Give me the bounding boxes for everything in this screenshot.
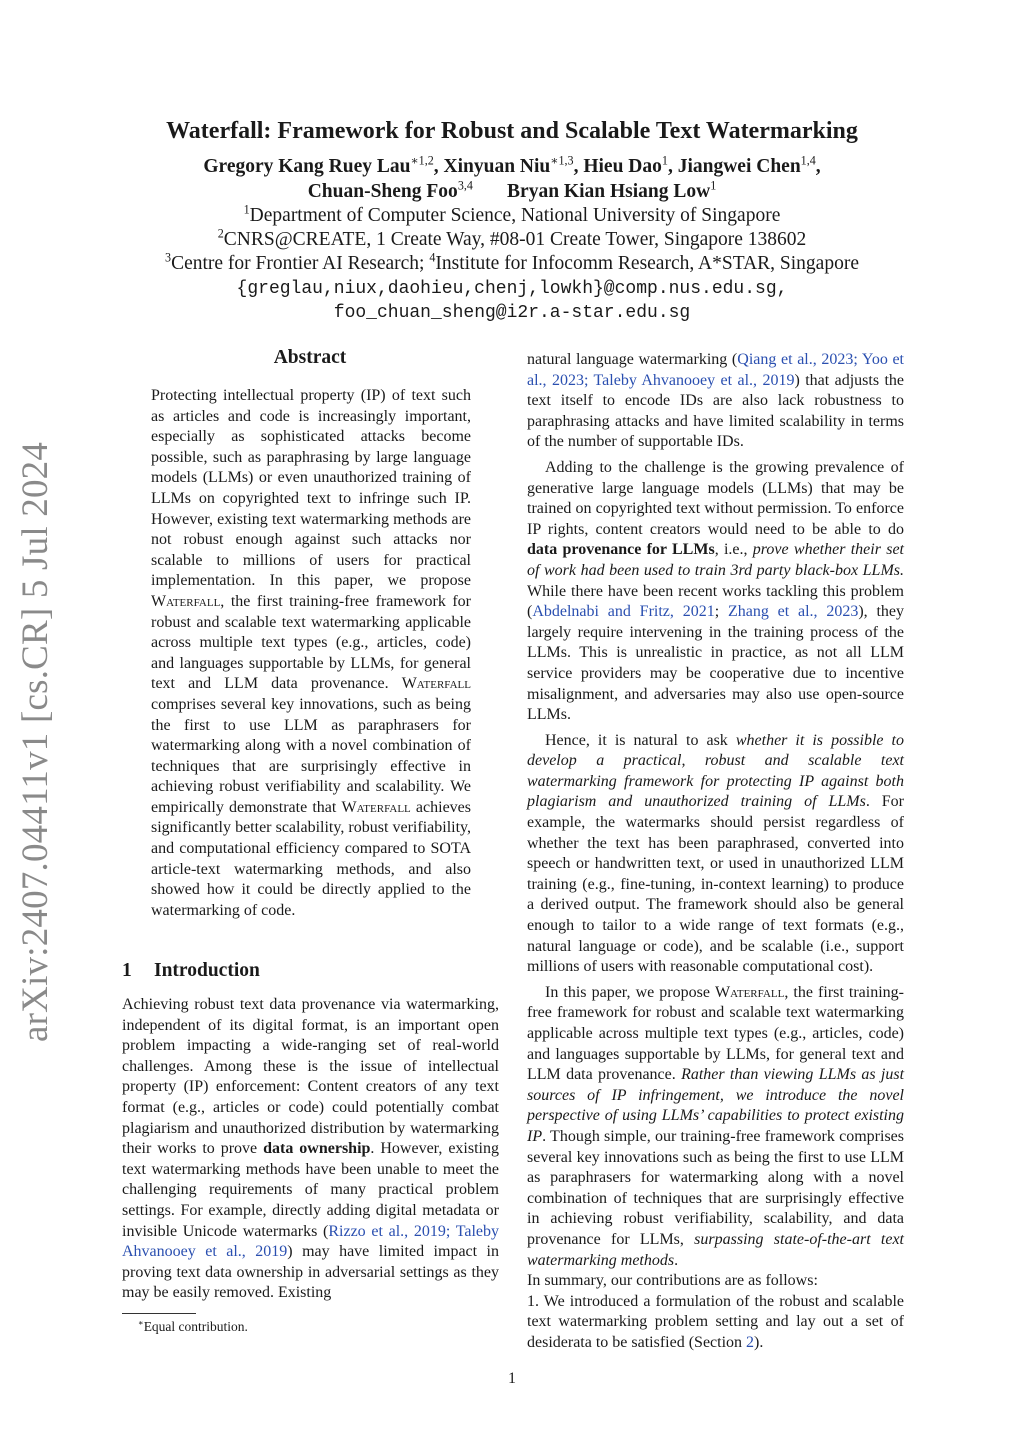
author-affil-mark: 1 (710, 178, 717, 193)
page-number: 1 (508, 1370, 516, 1387)
author-list: Gregory Kang Ruey Lau$^{∗1,2}$, Xinyuan Niu$^{∗1,3}$, Hieu Dao$^1$, Jiangwei Chen$^{1,4}$, Chuan-Sheng Foo$^{3,4}$ Bryan Kian Hsiang Low$^1$ (203, 153, 821, 202)
author-name: Bryan Kian Hsiang Low (507, 181, 711, 202)
body-text: . However, existing text watermarking methods have been unable to meet the challenging requirements of many practical problem settings. For example, directly adding digital metadata or invisible Unicode watermarks ( (122, 1140, 499, 1240)
body-text: While there have been recent works tackling this problem ( (527, 582, 904, 621)
affiliation-line (120, 252, 904, 276)
intro-paragraph (122, 995, 499, 1304)
italic-text: surpassing state-of-the-art text watermarking methods (527, 1230, 905, 1269)
author-affil-mark: ∗1,2 (410, 153, 434, 168)
citation-link[interactable]: Qiang et al., 2023; Yoo et al., 2023; Taleby Ahvanooey et al., 2019 (527, 351, 904, 389)
affil-mark: 4 (429, 250, 436, 265)
citation-link[interactable]: Abdelnabi and Fritz, 2021 (532, 603, 715, 621)
section-heading-introduction (122, 959, 502, 983)
method-name: Waterfall (151, 592, 221, 610)
abstract-text: Protecting intellectual property (IP) of text such as articles and code is increasingly important, especially as sophisticated attacks become possible, such as paraphrasing by large language models (LLMs) or even unauthorized training of LLMs on copyrighted text to infringe such IP. However, existing text watermarking methods are not robust enough against such attacks nor scalable to millions of users for practical implementation. In this paper, we propose (151, 387, 471, 590)
author-name: Gregory Kang Ruey Lau (203, 156, 411, 177)
author-name: Hieu Dao (583, 156, 662, 177)
body-text: ). (754, 1333, 764, 1351)
body-text: In this paper, we propose (545, 983, 716, 1001)
author-affil-mark: 1 (661, 153, 668, 168)
body-text: ; (714, 603, 728, 621)
section-title: Introduction (154, 960, 260, 981)
section-link[interactable]: 2 (746, 1333, 755, 1351)
abstract-heading: Abstract (273, 347, 347, 368)
affiliation-line (120, 204, 904, 228)
method-name: Waterfall (715, 983, 785, 1001)
body-text: Adding to the challenge is the growing prevalence of generative large language models (LLMs) that may be trained on copyrighted text without permission. To enforce IP rights, content creators would need to be able to do (527, 458, 904, 538)
author-affil-mark: 1,4 (800, 153, 816, 168)
bold-text: data ownership (263, 1140, 371, 1158)
body-text: , the first training-free framework for robust and scalable text watermarking applicable across multiple text types (e.g., articles, code) and languages supportable by LLMs, for general text and LLM data provenance. (527, 983, 904, 1084)
author-affil-mark: ∗1,3 (550, 153, 574, 168)
method-name: Waterfall (341, 798, 411, 816)
footnote-mark: ∗ (138, 1318, 144, 1328)
author-name: Xinyuan Niu (443, 156, 551, 177)
citation-link[interactable]: Zhang et al., 2023 (727, 603, 859, 621)
author-affil-mark: 3,4 (457, 178, 473, 193)
affil-text: Institute for Infocomm Research, A*STAR, Singapore (435, 253, 859, 274)
email-line: foo_chuan_sheng@i2r.a-star.edu.sg (333, 303, 691, 323)
author-emails (120, 277, 904, 325)
bold-text: data provenance for LLMs (527, 541, 715, 559)
author-name: Jiangwei Chen (677, 156, 801, 177)
affil-mark: 3 (165, 250, 172, 265)
footnote (138, 1318, 498, 1336)
affil-text: CNRS@CREATE, 1 Create Way, #08-01 Create Tower, Singapore 138602 (223, 229, 807, 250)
affil-text: Department of Computer Science, National University of Singapore (249, 205, 781, 226)
body-text: ) may have limited impact in proving text data ownership in adversarial settings as they may be easily removed. Existing (122, 1243, 499, 1302)
section-number: 1 (122, 960, 132, 981)
italic-text: Rather than viewing LLMs as just sources of IP infringement, we introduce the novel perspective of using LLMs’ capabilities to protect existing IP (527, 1066, 905, 1145)
right-column (527, 350, 904, 1359)
abstract-text: comprises several key innovations, such as being the first to use LLM as paraphrasers for watermarking along with a novel combination of techniques that are surprisingly effective in achieving robust verifiability and scalability. We empirically demonstrate that (151, 695, 471, 816)
method-name: Waterfall (401, 675, 471, 693)
body-text: ), they largely require intervening in the training process of the LLMs. This is unrealistic in practice, as not all LLM service providers may be cooperative due to incentive misalignment, and adversaries may also use open-source LLMs. (527, 603, 905, 724)
body-text: . (674, 1251, 679, 1269)
author-name: Chuan-Sheng Foo (307, 181, 458, 202)
paragraph: In summary, our contributions are as follows: (527, 1272, 818, 1290)
abstract-text: achieves significantly better scalability, robust verifiability, and computational efficiency compared to SOTA article-text watermarking methods, and also showed how it could be directly applied to the watermarking of code. (151, 798, 472, 919)
paragraph (527, 458, 904, 726)
abstract-body (151, 386, 471, 921)
email-line: {greglau,niux,daohieu,chenj,lowkh}@comp.nus.edu.sg, (236, 279, 788, 299)
paragraph (527, 983, 904, 1271)
body-text: , i.e., (714, 541, 753, 559)
affiliation-line (120, 228, 904, 252)
paper-title: Waterfall: Framework for Robust and Scalable Text Watermarking (166, 118, 858, 144)
contribution-item (527, 1292, 904, 1354)
affil-mark: 1 (243, 202, 250, 217)
italic-text: prove whether their set of work had been used to train 3rd party black-box LLMs. (527, 541, 905, 579)
citation-link[interactable]: Rizzo et al., 2019; Taleby Ahvanooey et al., 2019 (122, 1222, 500, 1261)
abstract-text: , the first training-free framework for robust and scalable text watermarking applicable across multiple text types (e.g., articles, code) and languages supportable by LLMs, for general text and LLM data provenance. (151, 592, 471, 693)
footnote-rule (122, 1313, 196, 1314)
body-text: ) that adjusts the text itself to encode IDs are also lack robustness to paraphrasing attacks and have limited scalability in terms of the number of supportable IDs. (527, 371, 905, 451)
body-text: . Though simple, our training-free framework comprises several key innovations such as being the first to use LLM as paraphrasers for watermarking along with a novel combination of techniques that are surprisingly effective in achieving robust verifiability, scalability, and data provenance for LLMs, (527, 1127, 904, 1248)
paragraph (527, 731, 904, 978)
arxiv-sidebar-stamp: arXiv:2407.04411v1 [cs.CR] 5 Jul 2024 (15, 441, 56, 1042)
paragraph (527, 350, 904, 453)
italic-text: whether it is possible to develop a practical, robust and scalable text watermarking framework for protecting IP against both plagiarism and unauthorized training of LLMs (527, 731, 904, 811)
affiliations (120, 204, 904, 276)
body-text: Hence, it is natural to ask (545, 731, 736, 749)
affil-mark: 2 (217, 226, 224, 241)
footnote-text: Equal contribution. (143, 1319, 248, 1334)
affil-text: Centre for Frontier AI Research; (171, 253, 430, 274)
body-text: 1. We introduced a formulation of the robust and scalable text watermarking problem setting and lay out a set of desiderata to be satisfied (Section (527, 1292, 904, 1351)
body-text: Achieving robust text data provenance via watermarking, independent of its digital format, is an important open problem impacting a wide-ranging set of real-world challenges. Among these is the issue of intellectual property (IP) enforcement: Content creators of any text format (e.g., articles or code) could potentially combat plagiarism and unauthorized distribution by watermarking their works to prove (122, 996, 499, 1158)
body-text: natural language watermarking ( (527, 351, 738, 368)
body-text: . For example, the watermarks should persist regardless of whether the text has been paraphrased, converted into speech or handwritten text, or used in unauthorized LLM training (e.g., fine-tuning, in-context learning) to produce a derived output. The framework should also be general enough to tailor to a wide range of text formats (e.g., natural language or code), and be scalable (i.e., support millions of users with reasonable computational cost). (527, 793, 904, 976)
